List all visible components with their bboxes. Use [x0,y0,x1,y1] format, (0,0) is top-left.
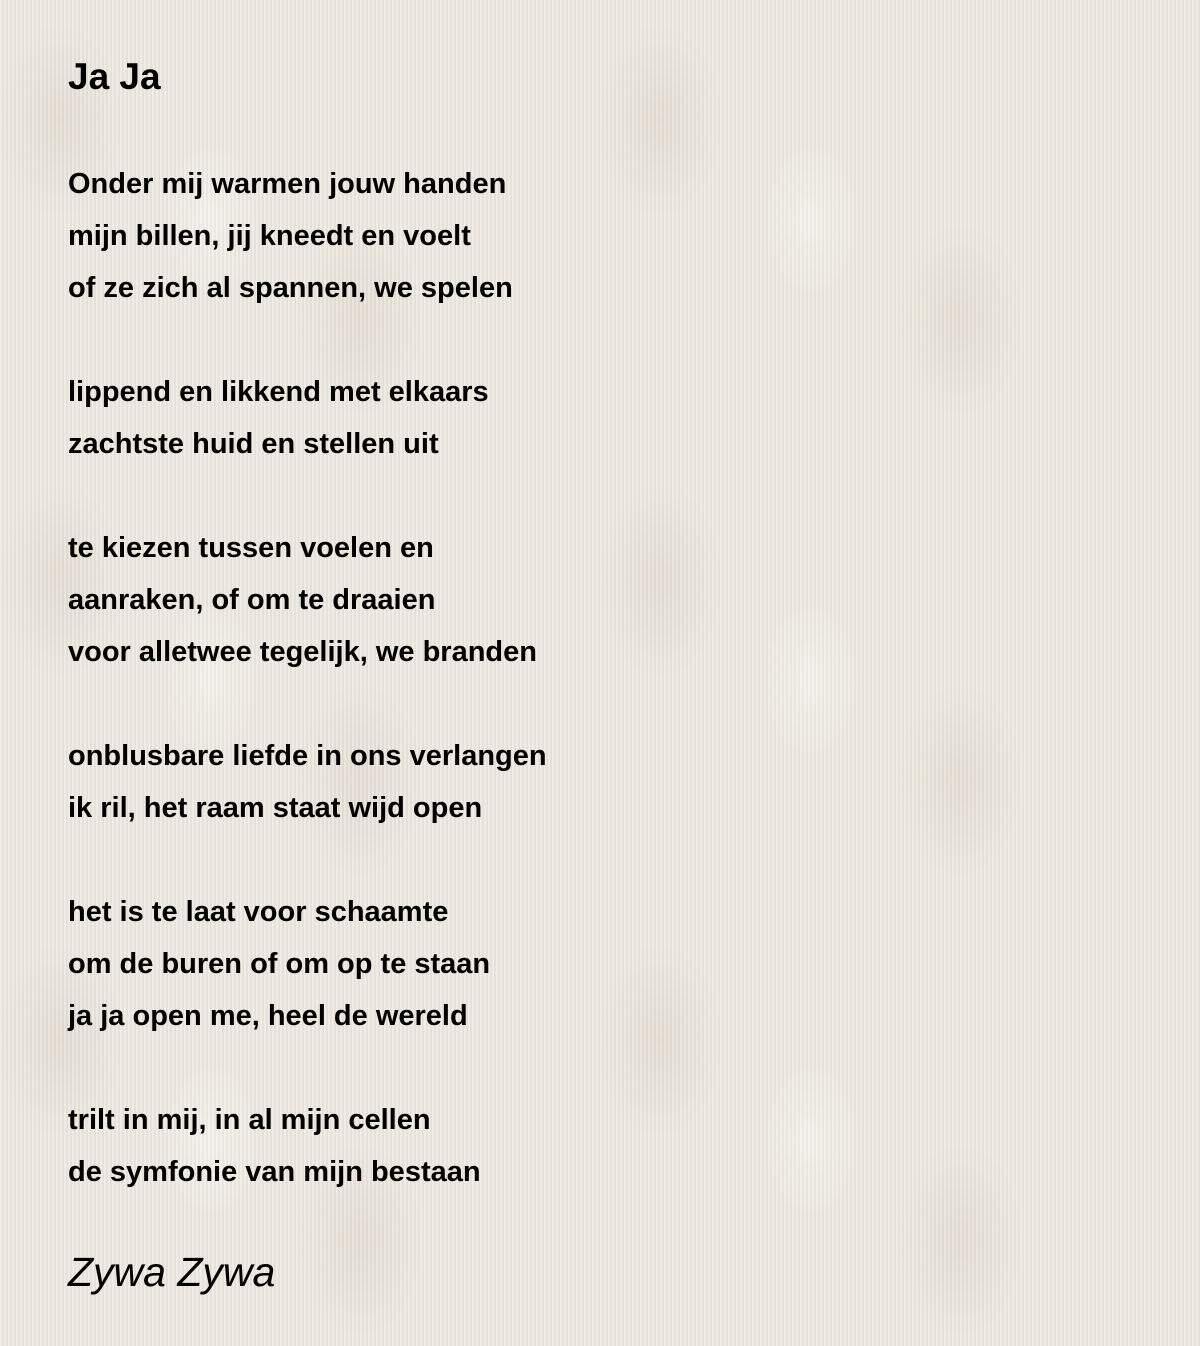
stanza [68,886,1128,1042]
poem-line: Onder mij warmen jouw handen [68,168,507,200]
poem-card [68,54,1128,1198]
stanza [68,730,1128,834]
poem-line: te kiezen tussen voelen en [68,532,434,564]
poem-line: zachtste huid en stellen uit [68,428,439,460]
poem-line: onblusbare liefde in ons verlangen [68,740,547,772]
poem-line: ik ril, het raam staat wijd open [68,792,483,824]
poem-line: het is te laat voor schaamte [68,896,449,928]
stanza [68,522,1128,678]
poem-line: of ze zich al spannen, we spelen [68,272,513,304]
poem-author: Zywa Zywa [68,1249,276,1295]
stanza [68,366,1128,470]
poem-line: om de buren of om op te staan [68,948,491,980]
poem-line: voor alletwee tegelijk, we branden [68,636,537,668]
poem-line: trilt in mij, in al mijn cellen [68,1104,431,1136]
stanza [68,158,1128,314]
poem-body [68,158,1128,1198]
poem-title: Ja Ja [68,56,161,97]
poem-line: lippend en likkend met elkaars [68,376,489,408]
poem-line: ja ja open me, heel de wereld [68,1000,468,1032]
stanza [68,1094,1128,1198]
poem-line: aanraken, of om te draaien [68,584,436,616]
poem-line: mijn billen, jij kneedt en voelt [68,220,471,252]
poem-line: de symfonie van mijn bestaan [68,1156,481,1188]
